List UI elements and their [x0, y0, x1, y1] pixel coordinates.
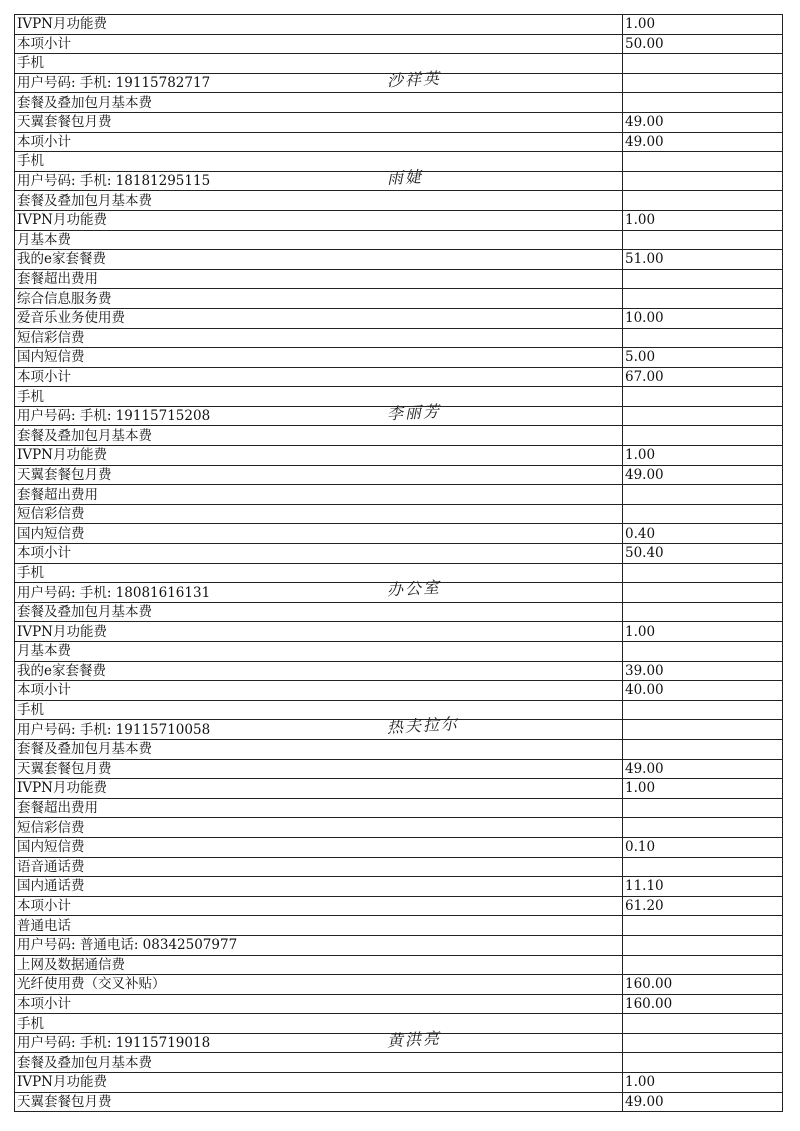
bill-row-label: 套餐及叠加包月基本费 — [17, 94, 152, 111]
bill-row-label: 月基本费 — [17, 231, 71, 248]
bill-row-amount — [623, 54, 783, 74]
bill-row-amount: 49.00 — [623, 112, 783, 132]
bill-row — [15, 250, 783, 270]
handwritten-signature: 雨婕 — [386, 166, 424, 188]
bill-row — [15, 739, 783, 759]
bill-row — [15, 1092, 783, 1112]
bill-row-amount: 11.10 — [623, 877, 783, 897]
bill-row-label: 套餐及叠加包月基本费 — [17, 604, 152, 621]
bill-row-amount: 50.40 — [623, 544, 783, 564]
bill-row-label: 国内短信费 — [17, 525, 85, 542]
bill-row-label: 用户号码: 手机: 18181295115 — [17, 173, 211, 190]
bill-row-description — [15, 308, 623, 328]
handwritten-signature: 沙祥英 — [386, 68, 442, 91]
bill-row-description — [15, 602, 623, 622]
bill-row-label: 国内通话费 — [17, 878, 85, 895]
bill-row-amount — [623, 73, 783, 93]
bill-row — [15, 348, 783, 368]
bill-row-description — [15, 112, 623, 132]
bill-row — [15, 93, 783, 113]
bill-row-amount — [623, 818, 783, 838]
bill-row-label: 套餐及叠加包月基本费 — [17, 427, 152, 444]
bill-row-amount: 51.00 — [623, 250, 783, 270]
bill-row-label: 套餐超出费用 — [17, 486, 98, 503]
bill-row-amount: 1.00 — [623, 622, 783, 642]
bill-row-label: 用户号码: 手机: 19115715208 — [17, 408, 211, 425]
bill-row-amount: 67.00 — [623, 367, 783, 387]
bill-table-body — [15, 15, 783, 1112]
bill-row-amount — [623, 935, 783, 955]
bill-row — [15, 504, 783, 524]
bill-row-description — [15, 1053, 623, 1073]
bill-row — [15, 112, 783, 132]
bill-row-amount: 160.00 — [623, 975, 783, 995]
handwritten-signature: 热夫拉尔 — [386, 714, 460, 738]
bill-row-description — [15, 485, 623, 505]
bill-row-amount: 0.40 — [623, 524, 783, 544]
bill-row — [15, 759, 783, 779]
bill-row-description — [15, 896, 623, 916]
bill-row — [15, 955, 783, 975]
bill-row-amount — [623, 485, 783, 505]
bill-row-description — [15, 504, 623, 524]
bill-row-amount: 10.00 — [623, 308, 783, 328]
bill-row-description — [15, 524, 623, 544]
bill-row-amount — [623, 504, 783, 524]
bill-row-amount — [623, 798, 783, 818]
bill-row — [15, 289, 783, 309]
bill-row-description — [15, 1073, 623, 1093]
bill-row-description — [15, 563, 623, 583]
bill-row-amount — [623, 602, 783, 622]
bill-row-label: 天翼套餐包月费 — [17, 1093, 112, 1110]
bill-row — [15, 269, 783, 289]
bill-row-description — [15, 152, 623, 172]
bill-row — [15, 994, 783, 1014]
bill-row-label: IVPN月功能费 — [17, 1074, 107, 1091]
bill-row — [15, 583, 783, 603]
bill-row-label: 短信彩信费 — [17, 506, 85, 523]
handwritten-signature: 办公室 — [386, 577, 442, 600]
bill-row-description — [15, 401, 623, 426]
bill-row-label: 手机 — [17, 388, 44, 405]
bill-row-description — [15, 661, 623, 681]
bill-row-label: 语音通话费 — [17, 858, 85, 875]
bill-row-amount — [623, 700, 783, 720]
bill-row-label: 套餐超出费用 — [17, 271, 98, 288]
bill-row-description — [15, 68, 623, 93]
bill-row-description — [15, 935, 623, 955]
bill-row-label: 用户号码: 手机: 19115782717 — [17, 75, 211, 92]
bill-row-amount: 49.00 — [623, 132, 783, 152]
bill-row-label: 爱音乐业务使用费 — [17, 310, 125, 327]
bill-row-amount: 49.00 — [623, 759, 783, 779]
bill-row-label: 套餐超出费用 — [17, 800, 98, 817]
bill-row — [15, 975, 783, 995]
bill-row-amount — [623, 720, 783, 740]
bill-row-amount: 49.00 — [623, 465, 783, 485]
bill-row — [15, 857, 783, 877]
bill-row-amount — [623, 642, 783, 662]
bill-row-amount: 1.00 — [623, 1073, 783, 1093]
bill-row-description — [15, 877, 623, 897]
bill-row — [15, 230, 783, 250]
bill-row-label: 手机 — [17, 1015, 44, 1032]
bill-row-amount — [623, 1014, 783, 1034]
bill-row-label: IVPN月功能费 — [17, 16, 107, 33]
bill-row-description — [15, 328, 623, 348]
bill-row-description — [15, 34, 623, 54]
bill-row-amount — [623, 230, 783, 250]
bill-row-amount: 40.00 — [623, 681, 783, 701]
bill-row-label: IVPN月功能费 — [17, 623, 107, 640]
bill-row-description — [15, 191, 623, 211]
bill-row-description — [15, 759, 623, 779]
bill-row — [15, 877, 783, 897]
bill-row — [15, 446, 783, 466]
bill-row-label: 月基本费 — [17, 643, 71, 660]
bill-row-description — [15, 955, 623, 975]
bill-row-description — [15, 250, 623, 270]
bill-row-description — [15, 857, 623, 877]
bill-row — [15, 328, 783, 348]
bill-row-description — [15, 446, 623, 466]
handwritten-signature: 李丽芳 — [386, 401, 442, 424]
bill-row-description — [15, 837, 623, 857]
bill-row-label: 套餐及叠加包月基本费 — [17, 1054, 152, 1071]
bill-row-label: 用户号码: 手机: 19115710058 — [17, 721, 211, 738]
bill-row-description — [15, 700, 623, 720]
bill-row — [15, 779, 783, 799]
bill-row-label: 套餐及叠加包月基本费 — [17, 741, 152, 758]
bill-row-description — [15, 818, 623, 838]
handwritten-signature: 黄洪亮 — [386, 1028, 442, 1051]
bill-row — [15, 661, 783, 681]
bill-row-amount: 50.00 — [623, 34, 783, 54]
bill-row-label: 本项小计 — [17, 682, 71, 699]
bill-row-label: 本项小计 — [17, 133, 71, 150]
bill-row-description — [15, 230, 623, 250]
bill-row — [15, 132, 783, 152]
bill-row-label: 本项小计 — [17, 35, 71, 52]
bill-row-label: 用户号码: 手机: 18081616131 — [17, 584, 211, 601]
bill-row — [15, 602, 783, 622]
bill-row-label: 短信彩信费 — [17, 819, 85, 836]
bill-row-label: 天翼套餐包月费 — [17, 760, 112, 777]
bill-row-amount: 160.00 — [623, 994, 783, 1014]
bill-row-amount — [623, 1053, 783, 1073]
bill-row — [15, 1053, 783, 1073]
bill-row-description — [15, 916, 623, 936]
bill-row-description — [15, 622, 623, 642]
bill-row — [15, 210, 783, 230]
bill-row-label: 国内短信费 — [17, 349, 85, 366]
bill-row-amount — [623, 739, 783, 759]
bill-row-label: 上网及数据通信费 — [17, 956, 125, 973]
bill-row-amount: 49.00 — [623, 1092, 783, 1112]
bill-row-label: 手机 — [17, 702, 44, 719]
bill-row — [15, 622, 783, 642]
bill-row-amount: 39.00 — [623, 661, 783, 681]
bill-row-amount — [623, 1033, 783, 1053]
bill-row-description — [15, 93, 623, 113]
bill-row — [15, 73, 783, 93]
bill-row-label: IVPN月功能费 — [17, 212, 107, 229]
bill-row — [15, 406, 783, 426]
bill-row-description — [15, 15, 623, 35]
bill-row-amount — [623, 387, 783, 407]
bill-row — [15, 935, 783, 955]
bill-row-description — [15, 348, 623, 368]
bill-row-label: 套餐及叠加包月基本费 — [17, 192, 152, 209]
bill-row-amount: 1.00 — [623, 210, 783, 230]
bill-row — [15, 681, 783, 701]
bill-row-amount: 5.00 — [623, 348, 783, 368]
bill-row-amount — [623, 171, 783, 191]
bill-row — [15, 34, 783, 54]
bill-row-amount — [623, 269, 783, 289]
bill-row — [15, 524, 783, 544]
bill-row-label: 本项小计 — [17, 368, 71, 385]
bill-row — [15, 191, 783, 211]
bill-row — [15, 1073, 783, 1093]
bill-row-label: 手机 — [17, 55, 44, 72]
bill-row — [15, 896, 783, 916]
bill-row-label: 普通电话 — [17, 917, 71, 934]
bill-row-description — [15, 642, 623, 662]
bill-row — [15, 465, 783, 485]
bill-row — [15, 544, 783, 564]
bill-row-description — [15, 166, 623, 191]
bill-row-description — [15, 714, 623, 740]
bill-row-description — [15, 210, 623, 230]
bill-row-description — [15, 1092, 623, 1112]
bill-row-amount — [623, 583, 783, 603]
bill-row-label: 本项小计 — [17, 898, 71, 915]
bill-row-amount — [623, 426, 783, 446]
bill-page — [14, 14, 782, 1112]
bill-row-amount: 1.00 — [623, 15, 783, 35]
bill-row — [15, 818, 783, 838]
bill-row-label: 国内短信费 — [17, 839, 85, 856]
bill-row — [15, 485, 783, 505]
bill-row-description — [15, 132, 623, 152]
bill-row-amount: 61.20 — [623, 896, 783, 916]
bill-row-amount — [623, 328, 783, 348]
bill-row-amount — [623, 857, 783, 877]
bill-row-label: 用户号码: 手机: 19115719018 — [17, 1035, 211, 1052]
bill-row-label: IVPN月功能费 — [17, 447, 107, 464]
bill-row-description — [15, 387, 623, 407]
bill-row-description — [15, 577, 623, 603]
bill-row-amount — [623, 563, 783, 583]
bill-row-label: 用户号码: 普通电话: 08342507977 — [17, 937, 238, 954]
bill-row — [15, 720, 783, 740]
bill-row-label: 天翼套餐包月费 — [17, 466, 112, 483]
bill-row-amount: 0.10 — [623, 837, 783, 857]
bill-row-label: 本项小计 — [17, 995, 71, 1012]
bill-row — [15, 308, 783, 328]
bill-table — [14, 14, 783, 1112]
bill-row-label: 手机 — [17, 153, 44, 170]
bill-row-label: 短信彩信费 — [17, 329, 85, 346]
bill-row-amount — [623, 955, 783, 975]
bill-row-amount — [623, 406, 783, 426]
bill-row-label: 综合信息服务费 — [17, 290, 112, 307]
bill-row — [15, 916, 783, 936]
bill-row-description — [15, 1014, 623, 1034]
bill-row — [15, 837, 783, 857]
bill-row-amount — [623, 916, 783, 936]
bill-row-description — [15, 426, 623, 446]
bill-row — [15, 15, 783, 35]
bill-row-description — [15, 975, 623, 995]
bill-row-description — [15, 269, 623, 289]
bill-row-description — [15, 779, 623, 799]
bill-row-label: 天翼套餐包月费 — [17, 114, 112, 131]
bill-row-description — [15, 544, 623, 564]
bill-row — [15, 367, 783, 387]
bill-row-amount — [623, 191, 783, 211]
bill-row-label: IVPN月功能费 — [17, 780, 107, 797]
bill-row-amount: 1.00 — [623, 779, 783, 799]
bill-row-amount — [623, 289, 783, 309]
bill-row-description — [15, 1028, 623, 1053]
bill-row-label: 光纤使用费（交叉补贴） — [17, 976, 166, 993]
bill-row — [15, 171, 783, 191]
bill-row-description — [15, 465, 623, 485]
bill-row — [15, 1033, 783, 1053]
bill-row-label: 我的e家套餐费 — [17, 662, 106, 679]
bill-row-amount — [623, 93, 783, 113]
bill-row — [15, 798, 783, 818]
bill-row-description — [15, 54, 623, 74]
bill-row-description — [15, 994, 623, 1014]
bill-row-description — [15, 367, 623, 387]
bill-row — [15, 642, 783, 662]
bill-row-description — [15, 289, 623, 309]
bill-row-description — [15, 739, 623, 759]
bill-row-label: 我的e家套餐费 — [17, 251, 106, 268]
bill-row-amount: 1.00 — [623, 446, 783, 466]
bill-row-amount — [623, 152, 783, 172]
bill-row — [15, 426, 783, 446]
bill-row-label: 手机 — [17, 564, 44, 581]
bill-row-description — [15, 798, 623, 818]
bill-row-description — [15, 681, 623, 701]
bill-row-label: 本项小计 — [17, 545, 71, 562]
